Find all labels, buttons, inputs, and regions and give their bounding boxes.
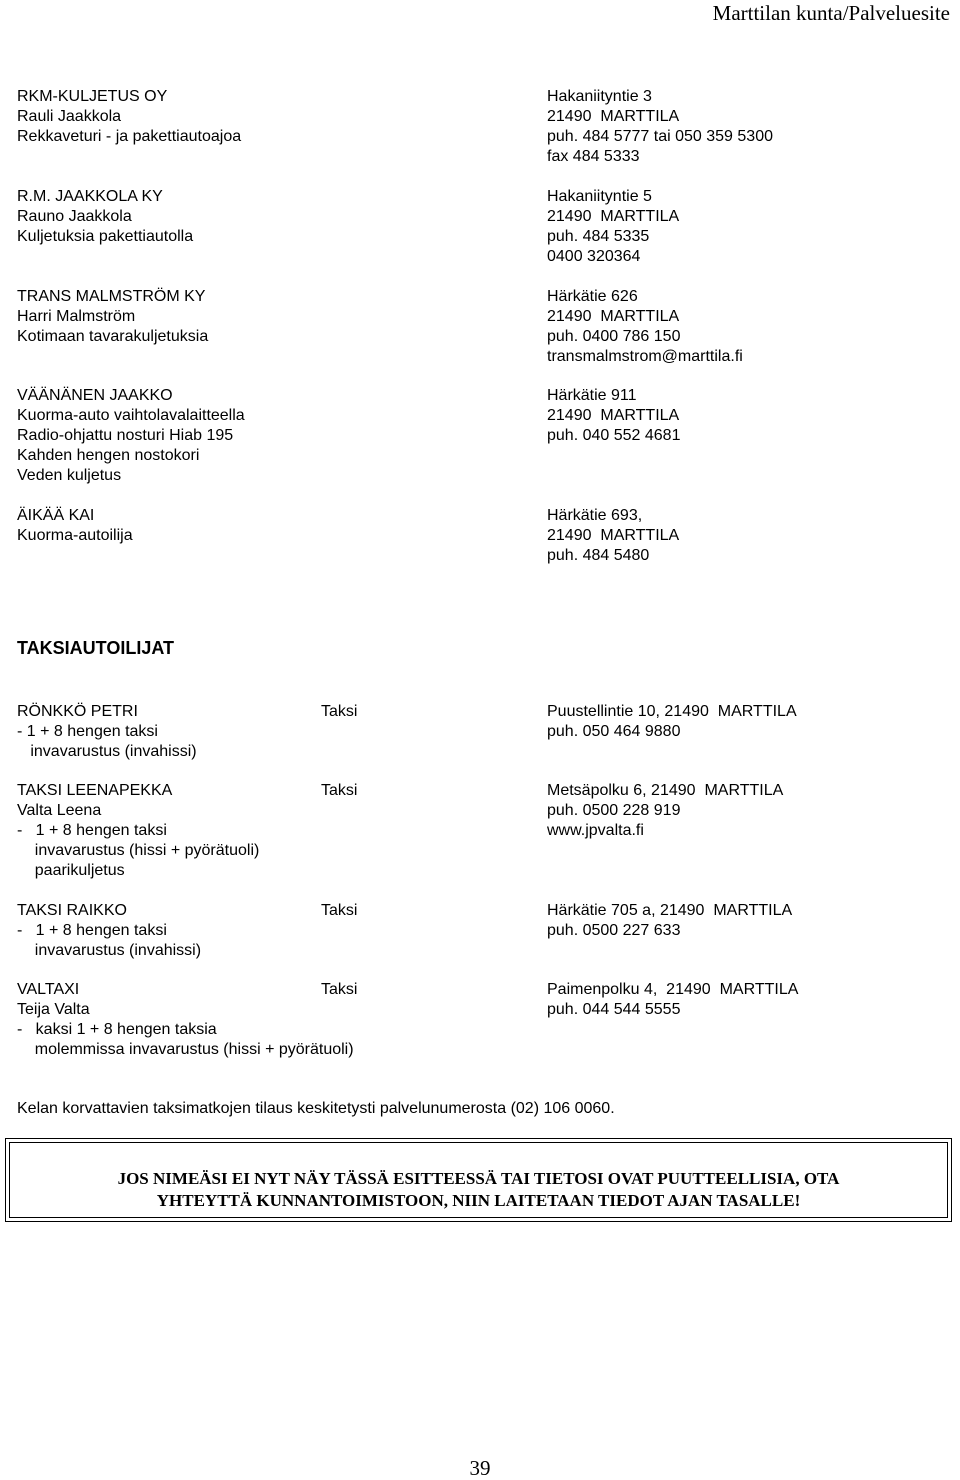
taxi-type: Taksi xyxy=(321,703,358,720)
company-name: RKM-KULJETUS OY xyxy=(17,88,168,105)
taxi-name: RÖNKKÖ PETRI xyxy=(17,703,138,720)
taxi-detail: - 1 + 8 hengen taksi xyxy=(17,922,167,939)
page-header-title: Marttilan kunta/Palveluesite xyxy=(712,1,950,25)
update-notice-box xyxy=(5,1138,952,1222)
email-link[interactable]: transmalmstrom@marttila.fi xyxy=(547,348,743,365)
company-name: ÄIKÄÄ KAI xyxy=(17,507,95,524)
address-line: Härkätie 626 xyxy=(547,288,638,305)
taxi-detail: Teija Valta xyxy=(17,1001,90,1018)
taxi-detail: Valta Leena xyxy=(17,802,102,819)
phone-line: puh. 0400 786 150 xyxy=(547,328,681,345)
address-line: 21490 MARTTILA xyxy=(547,208,680,225)
taxi-detail: - 1 + 8 hengen taksi xyxy=(17,723,158,740)
contact-line: Veden kuljetus xyxy=(17,467,122,484)
notice-line: JOS NIMEÄSI EI NYT NÄY TÄSSÄ ESITTEESSÄ TAI TIETOSI OVAT PUUTTEELLISIA, OTA xyxy=(117,1169,840,1188)
contact-line: Radio-ohjattu nosturi Hiab 195 xyxy=(17,427,234,444)
website-link[interactable]: www.jpvalta.fi xyxy=(547,822,644,839)
address-line: 21490 MARTTILA xyxy=(547,308,680,325)
company-name: VÄÄNÄNEN JAAKKO xyxy=(17,387,173,404)
taxi-detail: invavarustus (invahissi) xyxy=(17,942,202,959)
contact-line: Harri Malmström xyxy=(17,308,136,325)
address-line: Puustellintie 10, 21490 MARTTILA xyxy=(547,703,797,720)
phone-line: puh. 484 5777 tai 050 359 5300 xyxy=(547,128,773,145)
phone-line: 0400 320364 xyxy=(547,248,641,265)
taxi-type: Taksi xyxy=(321,981,358,998)
address-line: Hakaniityntie 5 xyxy=(547,188,652,205)
taxi-detail: - kaksi 1 + 8 hengen taksia xyxy=(17,1021,217,1038)
phone-line: puh. 0500 227 633 xyxy=(547,922,681,939)
phone-line: puh. 484 5335 xyxy=(547,228,650,245)
phone-line: puh. 044 544 5555 xyxy=(547,1001,681,1018)
taxi-detail: paarikuljetus xyxy=(17,862,125,879)
kela-note: Kelan korvattavien taksimatkojen tilaus keskitetysti palvelunumerosta (02) 106 0060. xyxy=(17,1100,615,1117)
notice-line: YHTEYTTÄ KUNNANTOIMISTOON, NIIN LAITETAAN TIEDOT AJAN TASALLE! xyxy=(156,1191,801,1210)
address-line: 21490 MARTTILA xyxy=(547,527,680,544)
contact-line: Rauno Jaakkola xyxy=(17,208,132,225)
phone-line: puh. 040 552 4681 xyxy=(547,427,681,444)
page-number: 39 xyxy=(469,1456,491,1480)
taxi-type: Taksi xyxy=(321,902,358,919)
phone-line: puh. 050 464 9880 xyxy=(547,723,681,740)
phone-line: puh. 0500 228 919 xyxy=(547,802,681,819)
contact-line: Rekkaveturi - ja pakettiautoajoa xyxy=(17,128,242,145)
contact-line: Kotimaan tavarakuljetuksia xyxy=(17,328,209,345)
company-name: TRANS MALMSTRÖM KY xyxy=(17,288,206,305)
address-line: Härkätie 693, xyxy=(547,507,643,524)
section-heading-taxis: TAKSIAUTOILIJAT xyxy=(17,638,174,658)
taxi-type: Taksi xyxy=(321,782,358,799)
taxi-name: VALTAXI xyxy=(17,981,80,998)
address-line: 21490 MARTTILA xyxy=(547,108,680,125)
company-name: R.M. JAAKKOLA KY xyxy=(17,188,163,205)
address-line: Härkätie 911 xyxy=(547,387,637,404)
contact-line: Kuorma-autoilija xyxy=(17,527,133,544)
taxi-detail: molemmissa invavarustus (hissi + pyörätuoli) xyxy=(17,1041,354,1058)
address-line: Metsäpolku 6, 21490 MARTTILA xyxy=(547,782,784,799)
address-line: 21490 MARTTILA xyxy=(547,407,680,424)
address-line: Hakaniityntie 3 xyxy=(547,88,652,105)
fax-line: fax 484 5333 xyxy=(547,148,640,165)
taxi-name: TAKSI RAIKKO xyxy=(17,902,127,919)
phone-line: puh. 484 5480 xyxy=(547,547,650,564)
taxi-detail: invavarustus (hissi + pyörätuoli) xyxy=(17,842,260,859)
taxi-detail: - 1 + 8 hengen taksi xyxy=(17,822,167,839)
contact-line: Kahden hengen nostokori xyxy=(17,447,200,464)
contact-line: Kuorma-auto vaihtolavalaitteella xyxy=(17,407,245,424)
address-line: Härkätie 705 a, 21490 MARTTILA xyxy=(547,902,793,919)
contact-line: Kuljetuksia pakettiautolla xyxy=(17,228,194,245)
address-line: Paimenpolku 4, 21490 MARTTILA xyxy=(547,981,799,998)
contact-line: Rauli Jaakkola xyxy=(17,108,122,125)
taxi-name: TAKSI LEENAPEKKA xyxy=(17,782,173,799)
taxi-detail: invavarustus (invahissi) xyxy=(17,743,197,760)
